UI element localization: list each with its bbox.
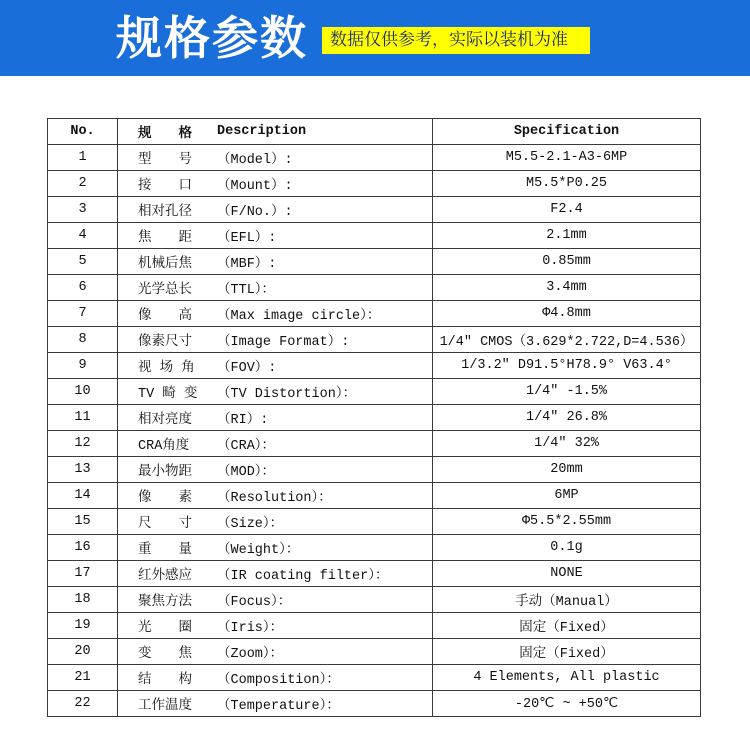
row-description: （Temperature）：	[217, 699, 340, 714]
row-description-cell	[118, 405, 433, 431]
table-row	[48, 275, 701, 301]
row-description-cell	[118, 275, 433, 301]
row-description-cell	[118, 535, 433, 561]
row-number: 1	[48, 145, 118, 171]
table-row	[48, 561, 701, 587]
row-specification: 1/4″ 26.8%	[433, 405, 701, 431]
row-specification: 2.1mm	[433, 223, 701, 249]
table-row	[48, 639, 701, 665]
row-specification: -20℃ ~ +50℃	[433, 691, 701, 717]
row-description-cell	[118, 613, 433, 639]
row-number: 18	[48, 587, 118, 613]
table-row	[48, 379, 701, 405]
row-description: （Resolution）：	[217, 491, 332, 506]
row-number: 3	[48, 197, 118, 223]
row-description-cell	[118, 327, 433, 353]
row-specification: 3.4mm	[433, 275, 701, 301]
row-number: 9	[48, 353, 118, 379]
table-row	[48, 483, 701, 509]
row-number: 19	[48, 613, 118, 639]
row-label-cn: CRA角度	[138, 439, 190, 454]
row-specification: 0.85mm	[433, 249, 701, 275]
table-row	[48, 405, 701, 431]
row-label-cn: 像 素	[138, 491, 192, 506]
row-description-cell	[118, 301, 433, 327]
row-description-cell	[118, 587, 433, 613]
row-specification: 1/3.2″ D91.5°H78.9° V63.4°	[433, 353, 701, 379]
table-row	[48, 171, 701, 197]
row-label-cn: 像 高	[138, 309, 192, 324]
row-specification: 固定（Fixed）	[433, 639, 701, 665]
row-description-cell	[118, 171, 433, 197]
header-no: No.	[48, 119, 118, 145]
table-row	[48, 613, 701, 639]
row-description: （Image Format）:	[217, 335, 350, 350]
row-number: 7	[48, 301, 118, 327]
row-number: 2	[48, 171, 118, 197]
row-specification: F2.4	[433, 197, 701, 223]
row-label-cn: 变 焦	[138, 647, 192, 662]
row-label-cn: TV 畸 变	[138, 387, 198, 402]
row-number: 14	[48, 483, 118, 509]
table-row	[48, 249, 701, 275]
row-number: 20	[48, 639, 118, 665]
row-description: （Mount）:	[217, 179, 293, 194]
row-description: （Max image circle）：	[217, 309, 381, 324]
row-number: 4	[48, 223, 118, 249]
row-specification: 4 Elements, All plastic	[433, 665, 701, 691]
row-label-cn: 重 量	[138, 543, 192, 558]
row-number: 21	[48, 665, 118, 691]
table-row	[48, 197, 701, 223]
row-description-cell	[118, 691, 433, 717]
row-description-cell	[118, 431, 433, 457]
row-description: （TV Distortion）：	[217, 387, 357, 402]
row-label-cn: 光 圈	[138, 621, 192, 636]
row-number: 16	[48, 535, 118, 561]
row-label-cn: 焦 距	[138, 231, 192, 246]
row-label-cn: 工作温度	[138, 699, 192, 714]
table-row	[48, 691, 701, 717]
row-number: 13	[48, 457, 118, 483]
row-label-cn: 尺 寸	[138, 517, 192, 532]
row-specification: 1/4″ 32%	[433, 431, 701, 457]
row-label-cn: 像素尺寸	[138, 335, 192, 350]
row-label-cn: 相对亮度	[138, 413, 192, 428]
row-description: （MOD）：	[217, 465, 276, 480]
row-description: （MBF）:	[217, 257, 277, 272]
row-description-cell	[118, 249, 433, 275]
row-description: （Weight）：	[217, 543, 300, 558]
table-row	[48, 587, 701, 613]
row-specification: M5.5*P0.25	[433, 171, 701, 197]
row-description: （TTL）：	[217, 283, 276, 298]
table-row	[48, 145, 701, 171]
row-description: （EFL）:	[217, 231, 277, 246]
row-specification: Φ4.8mm	[433, 301, 701, 327]
row-specification: M5.5-2.1-A3-6MP	[433, 145, 701, 171]
row-label-cn: 视 场 角	[138, 361, 195, 376]
row-description-cell	[118, 561, 433, 587]
table-row	[48, 223, 701, 249]
row-description: （IR coating filter）：	[217, 569, 389, 584]
header-label-cn: 规 格	[138, 127, 192, 142]
row-description: （Model）:	[217, 153, 293, 168]
row-number: 17	[48, 561, 118, 587]
row-number: 15	[48, 509, 118, 535]
row-description: （FOV）:	[217, 361, 277, 376]
header-description-en: Description	[217, 124, 307, 139]
row-specification: 20mm	[433, 457, 701, 483]
row-specification: Φ5.5*2.55mm	[433, 509, 701, 535]
disclaimer-notice: 数据仅供参考，实际以装机为准	[322, 27, 590, 54]
row-number: 6	[48, 275, 118, 301]
row-description: （CRA）：	[217, 439, 276, 454]
header-description	[118, 119, 433, 145]
table-row	[48, 301, 701, 327]
row-description: （Iris）：	[217, 621, 284, 636]
row-specification: 0.1g	[433, 535, 701, 561]
row-label-cn: 相对孔径	[138, 205, 192, 220]
row-description: （F/No.）:	[217, 205, 293, 220]
row-description-cell	[118, 483, 433, 509]
table-row	[48, 665, 701, 691]
row-label-cn: 机械后焦	[138, 257, 192, 272]
table-row	[48, 535, 701, 561]
table-row	[48, 509, 701, 535]
row-description-cell	[118, 639, 433, 665]
row-specification: 6MP	[433, 483, 701, 509]
table-row	[48, 431, 701, 457]
row-description-cell	[118, 457, 433, 483]
row-specification: 手动（Manual）	[433, 587, 701, 613]
row-number: 12	[48, 431, 118, 457]
row-label-cn: 聚焦方法	[138, 595, 192, 610]
table-row	[48, 353, 701, 379]
row-number: 11	[48, 405, 118, 431]
row-description-cell	[118, 197, 433, 223]
table-body	[48, 145, 701, 717]
table-row	[48, 457, 701, 483]
row-number: 22	[48, 691, 118, 717]
row-description-cell	[118, 223, 433, 249]
row-number: 10	[48, 379, 118, 405]
row-number: 8	[48, 327, 118, 353]
page-title: 规格参数	[116, 11, 308, 65]
header-banner	[0, 0, 750, 76]
row-label-cn: 型 号	[138, 153, 192, 168]
row-description: （RI）:	[217, 413, 269, 428]
row-label-cn: 结 构	[138, 673, 192, 688]
row-description-cell	[118, 353, 433, 379]
row-specification: 1/4″ -1.5%	[433, 379, 701, 405]
row-description-cell	[118, 509, 433, 535]
row-label-cn: 接 口	[138, 179, 192, 194]
row-description: （Composition）：	[217, 673, 340, 688]
specification-table	[47, 118, 701, 717]
row-number: 5	[48, 249, 118, 275]
row-description: （Focus）：	[217, 595, 292, 610]
row-description: （Zoom）：	[217, 647, 284, 662]
row-description: （Size）：	[217, 517, 284, 532]
table-row	[48, 327, 701, 353]
row-description-cell	[118, 145, 433, 171]
row-description-cell	[118, 379, 433, 405]
header-specification: Specification	[433, 119, 701, 145]
row-specification: 固定（Fixed）	[433, 613, 701, 639]
row-description-cell	[118, 665, 433, 691]
row-label-cn: 光学总长	[138, 283, 192, 298]
table-header-row	[48, 119, 701, 145]
row-specification: 1/4″ CMOS（3.629*2.722,D=4.536）	[433, 327, 701, 353]
row-label-cn: 最小物距	[138, 465, 192, 480]
row-label-cn: 红外感应	[138, 569, 192, 584]
row-specification: NONE	[433, 561, 701, 587]
